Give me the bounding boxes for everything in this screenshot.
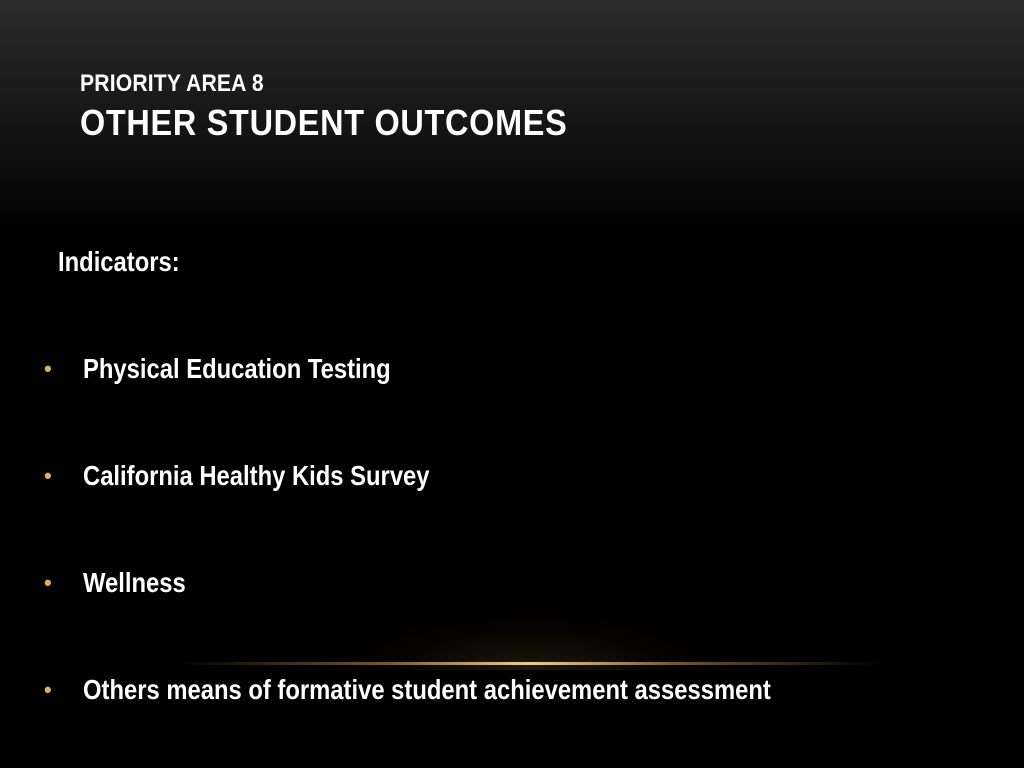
bullet-dot-icon: • bbox=[44, 356, 52, 381]
bullet-text: Wellness bbox=[83, 567, 186, 598]
bullet-dot-icon: • bbox=[44, 570, 52, 595]
slide-heading: OTHER STUDENT OUTCOMES bbox=[80, 102, 568, 143]
bullet-text: Others means of formative student achievement assessment bbox=[83, 674, 771, 705]
indicators-label: Indicators: bbox=[58, 246, 180, 277]
accent-glow bbox=[330, 610, 730, 670]
bullet-item bbox=[44, 671, 892, 768]
bullet-text: California Healthy Kids Survey bbox=[83, 460, 430, 491]
bullet-item bbox=[44, 350, 892, 457]
bullet-text: Physical Education Testing bbox=[83, 353, 391, 384]
accent-line bbox=[180, 662, 880, 665]
bullet-list bbox=[44, 350, 892, 768]
slide-subtitle: PRIORITY AREA 8 bbox=[80, 70, 264, 97]
bullet-item bbox=[44, 457, 892, 564]
bullet-dot-icon: • bbox=[44, 463, 52, 488]
bullet-dot-icon: • bbox=[44, 677, 52, 702]
slide-title bbox=[80, 72, 622, 141]
